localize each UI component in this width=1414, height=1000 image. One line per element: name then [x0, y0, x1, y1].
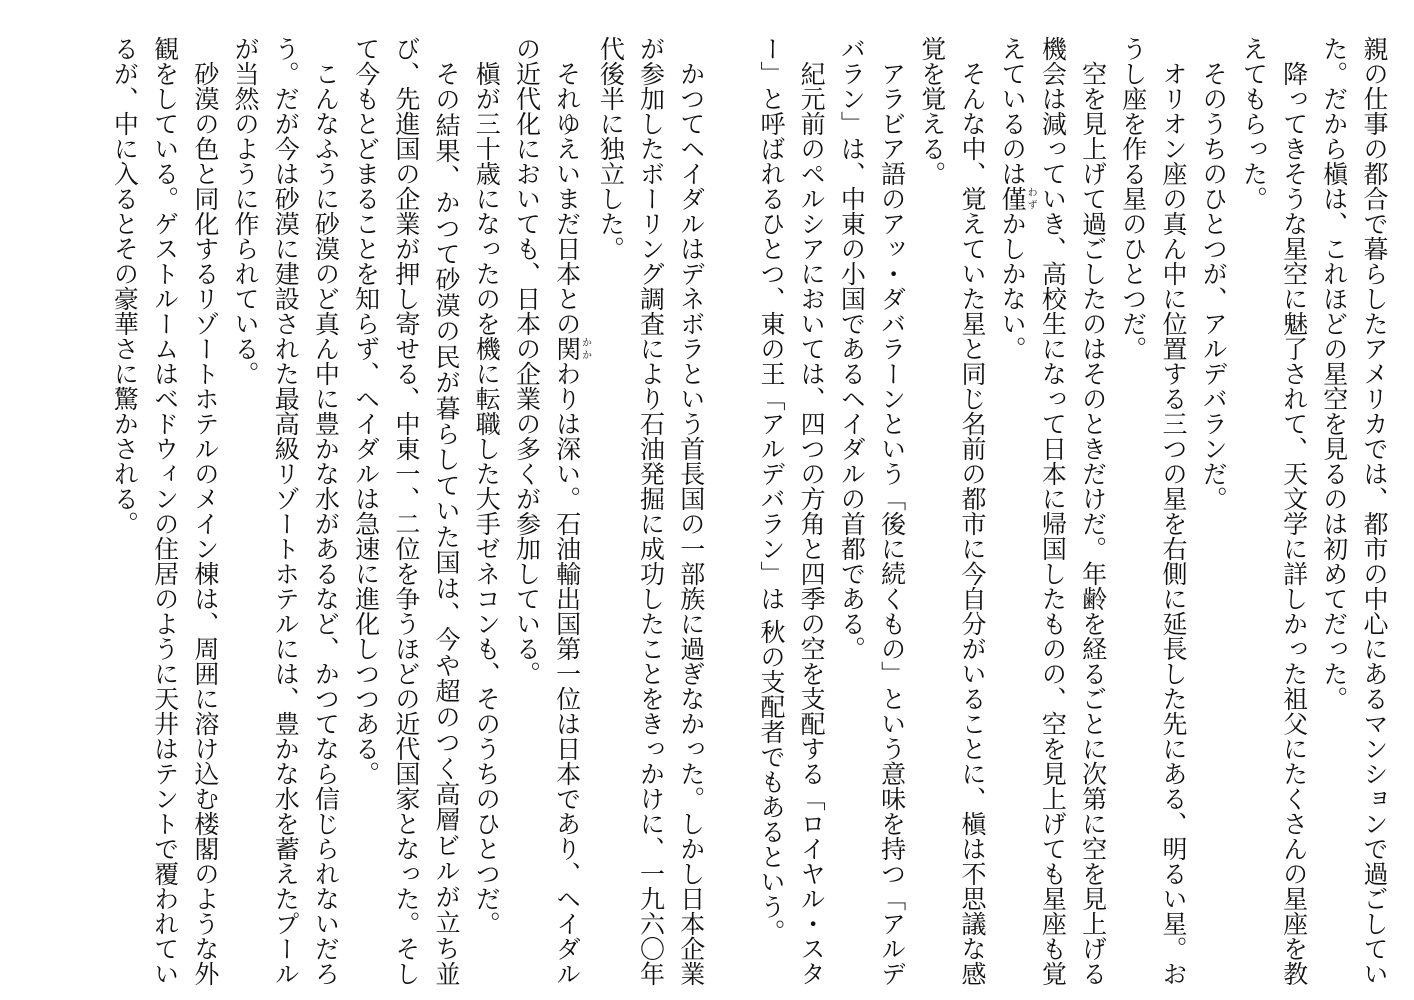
ruby-wazuka-reading: わず — [1025, 186, 1037, 211]
paragraph-10-text: それゆえいまだ日本との — [552, 61, 582, 336]
ruby-kakawari-after: わりは深い。石油輸出国第一位は日本であり、ヘイダルの近代化においても、日本の企業の多くが参加している。 — [512, 36, 582, 986]
paragraph-3: そのうちのひとつが、アルデバランだ。 — [1199, 61, 1229, 511]
paragraph-11: 槇が三十歳になったのを機に転職した大手ゼネコンも、そのうちのひとつだ。 — [472, 61, 502, 936]
paragraph-2: 降ってきそうな星空に魅了されて、天文学に詳しかった祖父にたくさんの星座を教えてもらった。 — [1239, 36, 1309, 986]
paragraph-5 — [992, 36, 1113, 986]
paragraph-6: そんな中、覚えていた星と同じ名前の都市に今自分がいることに、槇は不思議な感覚を覚える。 — [917, 36, 987, 986]
paragraph-10 — [506, 36, 590, 986]
ruby-wazuka — [998, 186, 1037, 211]
ruby-kakawari-base: 関 — [552, 336, 582, 361]
paragraph-13: こんなふうに砂漠のど真ん中に豊かな水があるなど、かつてなら信じられないだろう。だが今は砂漠に建設された最高級リゾートホテルには、豊かな水を蓄えたプールが当然のように作られている。 — [231, 36, 341, 986]
vertical-text-page — [74, 36, 1394, 986]
ruby-kakawari — [552, 336, 591, 361]
paragraph-9: かつてヘイダルはデネボラという首長国の一部族に過ぎなかった。しかし日本企業が参加したボーリング調査により石油発掘に成功したことをきっかけに、一九六〇年代後半に独立した。 — [596, 36, 706, 986]
paragraph-4: オリオン座の真ん中に位置する三つの星を右側に延長した先にある、明るい星。おうし座を作る星のひとつだ。 — [1118, 36, 1188, 986]
paragraph-7: アラビア語のアッ・ダバラーンという「後に続くもの」という意味を持つ「アルデバラン」は、中東の小国であるヘイダルの首都である。 — [837, 36, 907, 986]
ruby-wazuka-base: 僅 — [998, 186, 1028, 211]
paragraph-12: その結果、かつて砂漠の民が暮らしていた国は、今や超のつく高層ビルが立ち並び、先進国の企業が押し寄せる、中東一、二位を争うほどの近代国家となった。そして今もとどまることを知らず、ヘイダルは急速に進化しつつある。 — [351, 36, 462, 986]
paragraph-1: 親の仕事の都合で暮らしたアメリカでは、都市の中心にあるマンションで過ごしていた。だから槇は、これほどの星空を見るのは初めてだった。 — [1319, 36, 1389, 986]
paragraph-14: 砂漠の色と同化するリゾートホテルのメイン棟は、周囲に溶け込む楼閣のような外観をしている。ゲストルームはベドウィンの住居のように天井はテントで覆われているが、中に入るとその豪華さに驚かされる。 — [110, 36, 220, 986]
section-break — [711, 36, 751, 986]
ruby-wazuka-after: かしかない。 — [998, 211, 1028, 361]
ruby-kakawari-reading: かか — [579, 336, 591, 361]
paragraph-5-text: 空を見上げて過ごしたのはそのときだけだ。年齢を経るごとに次第に空を見上げる機会は減っていき、高校生になって日本に帰国したものの、空を見上げても星座も覚えているのは — [998, 36, 1108, 986]
paragraph-8: 紀元前のペルシアにおいては、四つの方角と四季の空を支配する「ロイヤル・スター」と呼ばれるひとつ、東の王「アルデバラン」は 秋の支配者でもあるという。 — [756, 36, 827, 986]
